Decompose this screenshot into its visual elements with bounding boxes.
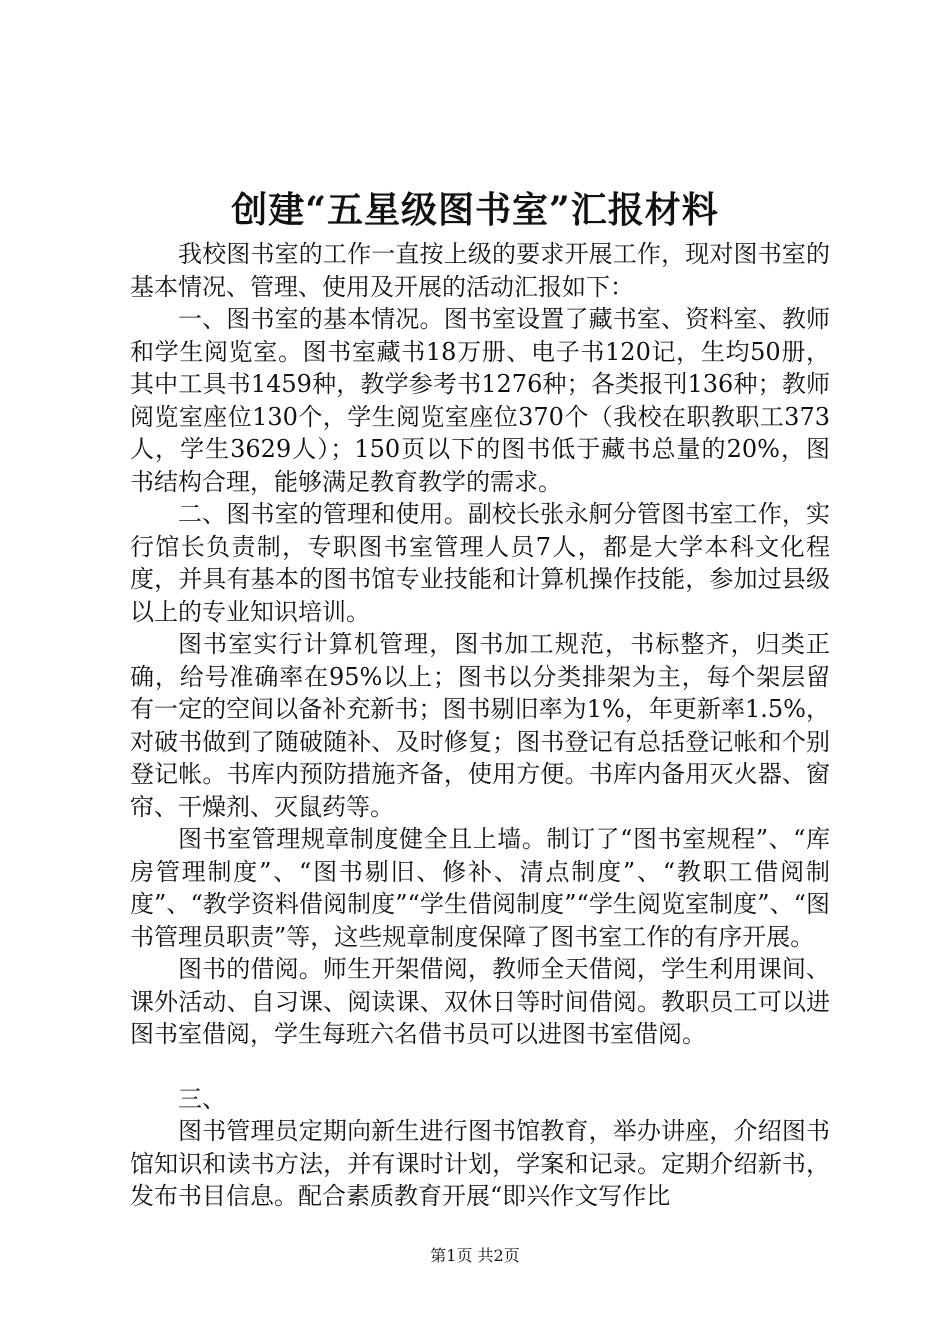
paragraph-borrowing: 图书的借阅。师生开架借阅，教师全天借阅，学生利用课间、课外活动、自习课、阅读课、双休日等时间借阅。教职员工可以进图书室借阅，学生每班六名借书员可以进图书室借阅。	[130, 955, 830, 1048]
paragraph-library-education: 图书管理员定期向新生进行图书馆教育，举办讲座，介绍图书馆知识和读书方法，并有课时计划，学案和记录。定期介绍新书，发布书目信息。配合素质教育开展“即兴作文写作比	[130, 1117, 830, 1210]
paragraph-management: 二、图书室的管理和使用。副校长张永舸分管图书室工作，实行馆长负责制，专职图书室管理人员7人，都是大学本科文化程度，并具有基本的图书馆专业技能和计算机操作技能，参加过县级以上的专业知识培训。	[130, 500, 830, 626]
paragraph-regulations: 图书室管理规章制度健全且上墙。制订了“图书室规程”、“库房管理制度”、“图书剔旧、修补、清点制度”、“教职工借阅制度”、“教学资料借阅制度”“学生借阅制度”“学生阅览室制度”、“图书管理员职责”等，这些规章制度保障了图书室工作的有序开展。	[130, 825, 830, 951]
paragraph-intro: 我校图书室的工作一直按上级的要求开展工作，现对图书室的基本情况、管理、使用及开展的活动汇报如下：	[130, 240, 830, 301]
page-footer: 第1页 共2页	[430, 1246, 520, 1265]
document-body	[130, 238, 830, 1213]
paragraph-basic-info: 一、图书室的基本情况。图书室设置了藏书室、资料室、教师和学生阅览室。图书室藏书18万册、电子书120记，生均50册，其中工具书1459种，教学参考书1276种；各类报刊136种；教师阅览室座位130个，学生阅览室座位370个（我校在职教职工373人，学生3629人）；150页以下的图书低于藏书总量的20%，图书结构合理，能够满足教育教学的需求。	[130, 305, 830, 496]
section-heading-three: 三、	[178, 1084, 226, 1113]
document-title: 创建“五星级图书室”汇报材料	[231, 189, 719, 231]
paragraph-computer-management: 图书室实行计算机管理，图书加工规范，书标整齐，归类正确，给号准确率在95%以上；图书以分类排架为主，每个架层留有一定的空间以备补充新书；图书剔旧率为1%，年更新率1.5%，对破书做到了随破随补、及时修复；图书登记有总括登记帐和个别登记帐。书库内预防措施齐备，使用方便。书库内备用灭火器、窗帘、干燥剂、灭鼠药等。	[130, 630, 830, 821]
